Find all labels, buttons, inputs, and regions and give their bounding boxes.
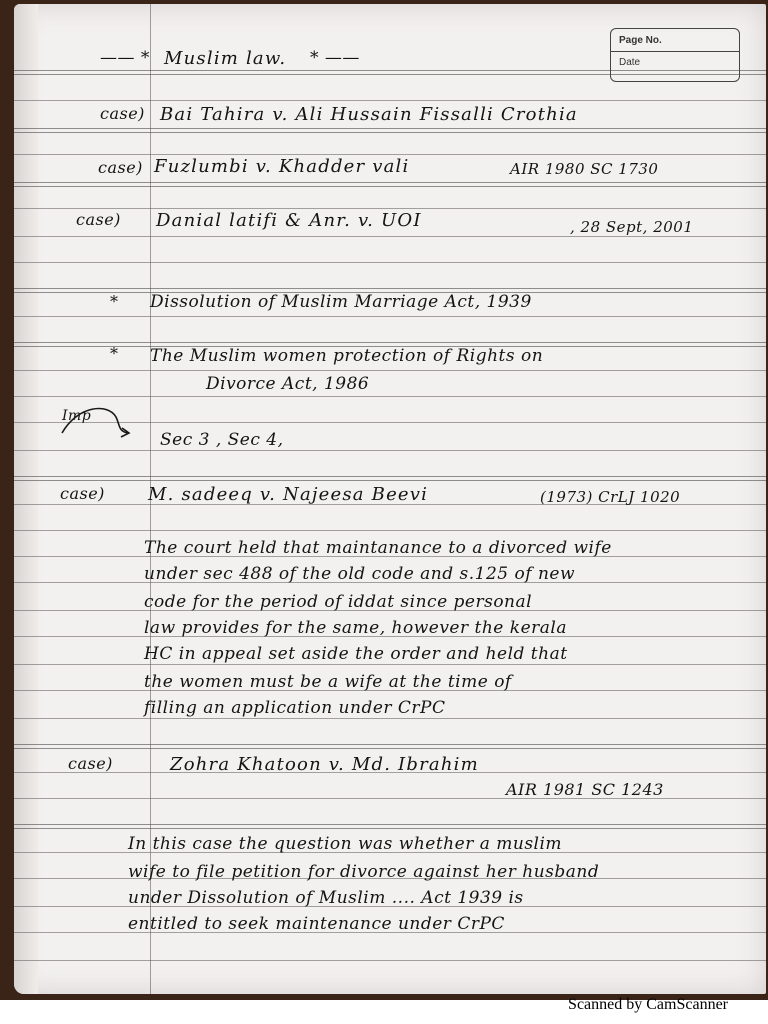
ruled-line bbox=[14, 262, 766, 263]
paragraph-line: law provides for the same, however the kerala bbox=[144, 618, 567, 638]
section-references: Sec 3 , Sec 4, bbox=[160, 430, 284, 450]
important-mark: Imp bbox=[62, 408, 92, 424]
ruled-line bbox=[14, 370, 766, 371]
ruled-line bbox=[14, 154, 766, 155]
act-title-continued: Divorce Act, 1986 bbox=[206, 374, 370, 394]
paragraph-line: the women must be a wife at the time of bbox=[144, 672, 512, 692]
bullet-star: * bbox=[110, 292, 119, 311]
ruled-line bbox=[14, 530, 766, 531]
ruled-line bbox=[14, 236, 766, 237]
case-label: case) bbox=[98, 158, 143, 177]
paragraph-line: under Dissolution of Muslim .... Act 1939 is bbox=[128, 888, 524, 908]
ruled-line bbox=[14, 208, 766, 209]
case-title: M. sadeeq v. Najeesa Beevi bbox=[148, 484, 429, 505]
case-citation: AIR 1981 SC 1243 bbox=[506, 780, 664, 799]
paragraph-line: HC in appeal set aside the order and held that bbox=[144, 644, 568, 664]
case-citation: AIR 1980 SC 1730 bbox=[510, 160, 659, 178]
paragraph-line: The court held that maintanance to a divorced wife bbox=[144, 538, 612, 558]
ruled-line bbox=[14, 744, 766, 749]
paragraph-line: under sec 488 of the old code and s.125 of new bbox=[144, 564, 576, 584]
case-citation: , 28 Sept, 2001 bbox=[570, 218, 694, 236]
paragraph-line: filling an application under CrPC bbox=[144, 698, 446, 718]
date-label: Date bbox=[619, 57, 641, 68]
notebook-page bbox=[14, 4, 766, 994]
ruled-line bbox=[14, 128, 766, 133]
ruled-line bbox=[14, 824, 766, 829]
case-label: case) bbox=[68, 754, 113, 773]
case-label: case) bbox=[100, 104, 145, 123]
ruled-line bbox=[14, 100, 766, 101]
ruled-line bbox=[14, 476, 766, 481]
bullet-star: * bbox=[110, 344, 119, 363]
case-title: Fuzlumbi v. Khadder vali bbox=[154, 156, 410, 177]
paragraph-line: In this case the question was whether a muslim bbox=[128, 834, 563, 854]
act-title: The Muslim women protection of Rights on bbox=[150, 346, 544, 366]
paragraph-line: code for the period of iddat since personal bbox=[144, 592, 533, 612]
ruled-line bbox=[14, 182, 766, 187]
case-citation: (1973) CrLJ 1020 bbox=[540, 488, 681, 506]
case-title: Bai Tahira v. Ali Hussain Fissalli Crothia bbox=[160, 104, 578, 125]
ruled-line bbox=[14, 450, 766, 451]
case-title: Danial latifi & Anr. v. UOI bbox=[156, 210, 422, 231]
page-date-box bbox=[610, 28, 740, 82]
curved-arrow-icon bbox=[58, 395, 138, 445]
paragraph-line: wife to file petition for divorce against her husband bbox=[128, 862, 600, 882]
scanner-watermark: Scanned by CamScanner bbox=[568, 996, 728, 1013]
page-no-label: Page No. bbox=[619, 35, 662, 46]
ruled-line bbox=[14, 664, 766, 665]
paragraph-line: entitled to seek maintenance under CrPC bbox=[128, 914, 505, 934]
act-title: Dissolution of Muslim Marriage Act, 1939 bbox=[150, 292, 532, 312]
title-dash-right: * —— bbox=[310, 48, 360, 68]
case-label: case) bbox=[60, 484, 105, 503]
ruled-line bbox=[14, 316, 766, 317]
case-label: case) bbox=[76, 210, 121, 229]
title-dash-left: —— * bbox=[100, 48, 150, 68]
ruled-line bbox=[14, 960, 766, 961]
case-title: Zohra Khatoon v. Md. Ibrahim bbox=[170, 754, 479, 775]
page-title: Muslim law. bbox=[164, 48, 287, 69]
ruled-line bbox=[14, 718, 766, 719]
